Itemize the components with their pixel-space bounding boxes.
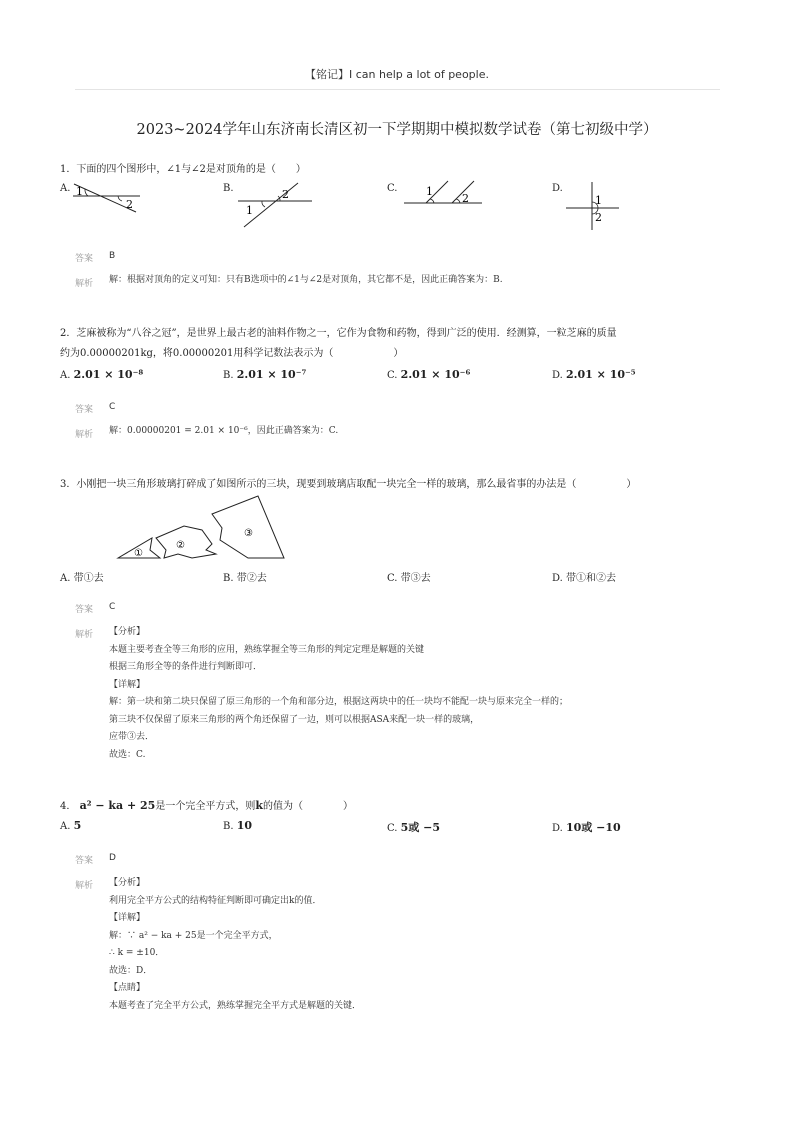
q1-answer-label: 答案 (75, 254, 94, 264)
q1-option-d-label: D. (552, 183, 563, 194)
q4-analysis-line: 利用完全平方公式的结构特征判断即可确定出k的值． (109, 895, 322, 906)
q2-option-c-value: 2.01 × 10⁻⁶ (400, 368, 471, 381)
q3-answer-label: 答案 (75, 605, 94, 615)
q3-option-c: C. 带③去 (387, 573, 431, 584)
q1-figure-a (70, 182, 150, 218)
q3-piece-3 (212, 496, 284, 558)
q1d-label-2: 2 (595, 211, 602, 224)
q3-analysis-label: 解析 (75, 630, 94, 640)
q4-analysis-label: 解析 (75, 881, 94, 891)
header-divider (75, 89, 720, 90)
q2-option-b-value: 2.01 × 10⁻⁷ (236, 368, 307, 381)
q3-option-d: D. 带①和②去 (552, 573, 617, 584)
q3-option-b: B. 带②去 (223, 573, 267, 584)
q1c-label-2: 2 (462, 192, 469, 205)
q2-option-d (552, 368, 636, 381)
q4-option-d (552, 819, 621, 835)
q1-figure-b (236, 182, 316, 230)
q4-stem-end: 的值为（ ） (262, 801, 353, 812)
q4-stem-k: k (255, 799, 263, 812)
q4-number: 4． (60, 801, 77, 812)
q1a-angle-2-arc (118, 196, 122, 201)
q4-option-c-label: C. (387, 823, 398, 834)
q3-analysis-line: 【分析】 (109, 627, 146, 637)
q4-analysis-line: 解：∵ a² − ka + 25是一个完全平方式， (109, 930, 278, 941)
q4-answer-label: 答案 (75, 856, 94, 866)
q3-analysis-block (109, 624, 568, 764)
q1c-label-1: 1 (426, 185, 433, 198)
page-title: 2023~2024学年山东济南长清区初一下学期期中模拟数学试卷（第七初级中学） (136, 122, 658, 138)
q1-stem: 1．下面的四个图形中，∠1与∠2是对顶角的是（ ） (60, 164, 306, 175)
q1a-label-2: 2 (126, 198, 133, 211)
q3-analysis-line: 【详解】 (109, 679, 146, 690)
q1b-label-1: 1 (246, 204, 253, 217)
q4-stem-expression: a² − ka + 25 (79, 799, 156, 812)
q3-piece-2 (156, 526, 216, 558)
q2-option-b-label: B. (223, 370, 234, 381)
q2-option-a-value: 2.01 × 10⁻⁸ (73, 368, 144, 381)
q4-option-a-value: 5 (73, 819, 82, 832)
q1-analysis-text: 解：根据对顶角的定义可知：只有B选项中的∠1与∠2是对顶角，其它都不是，因此正确答案为：B. (109, 275, 503, 285)
q1-figure-d (564, 180, 624, 232)
q1-option-c-label: C. (387, 183, 398, 194)
q3-analysis-line: 故选：C. (109, 749, 146, 760)
q2-analysis-text: 解：0.00000201 = 2.01 × 10⁻⁶，因此正确答案为：C. (109, 426, 339, 436)
q3-figure-glass-pieces (112, 494, 292, 564)
q2-answer-value: C (109, 402, 116, 412)
q3-stem: 3．小刚把一块三角形玻璃打碎成了如图所示的三块，现要到玻璃店取配一块完全一样的玻璃，那么最省事的办法是（ ） (60, 479, 637, 490)
q3-answer-value: C (109, 602, 116, 612)
q1-figure-c (402, 180, 484, 210)
q2-option-d-label: D. (552, 370, 563, 381)
q4-option-c-value: 5或 −5 (400, 821, 441, 834)
q4-option-b (223, 819, 252, 832)
q1c-angle-2-arc (456, 199, 460, 203)
q2-stem-line2: 约为0.00000201kg，将0.00000201用科学记数法表示为（ ） (60, 348, 404, 359)
q4-answer-value: D (109, 853, 116, 863)
q4-option-c (387, 819, 440, 835)
q4-analysis-line: 【点睛】 (109, 983, 146, 993)
q2-option-c (387, 368, 470, 381)
q4-analysis-line: 故选：D． (109, 965, 153, 976)
q3-analysis-line: 根据三角形全等的条件进行判断即可． (109, 662, 263, 672)
q3-analysis-line: 第三块不仅保留了原来三角形的两个角还保留了一边，则可以根据ASA来配一块一样的玻璃， (109, 714, 480, 725)
q3-piece-3-label: ③ (244, 528, 253, 539)
q2-answer-label: 答案 (75, 405, 94, 415)
q4-analysis-line: 本题考查了完全平方公式，熟练掌握完全平方式是解题的关键． (109, 1000, 362, 1011)
q1-answer-value: B (109, 251, 116, 261)
q4-option-d-label: D. (552, 823, 563, 834)
q4-option-b-label: B. (223, 821, 234, 832)
q4-option-a-label: A. (60, 821, 71, 832)
q4-analysis-line: 【详解】 (109, 913, 146, 923)
q4-analysis-line: ∴ k = ±10． (109, 948, 165, 958)
q1-option-a-label: A. (60, 183, 71, 194)
q1b-label-2: 2 (282, 188, 289, 201)
q1-analysis-label: 解析 (75, 279, 94, 289)
q2-analysis-label: 解析 (75, 430, 94, 440)
q3-piece-1-label: ① (134, 548, 143, 559)
q4-stem (60, 797, 353, 816)
q4-analysis-line: 【分析】 (109, 878, 146, 888)
q4-stem-text: 是一个完全平方式，则 (155, 801, 256, 812)
q2-option-d-value: 2.01 × 10⁻⁵ (566, 368, 636, 381)
q2-option-c-label: C. (387, 370, 398, 381)
q2-option-b (223, 368, 306, 381)
q3-analysis-line: 解：第一块和第二块只保留了原三角形的一个角和部分边，根据这两块中的任一块均不能配一块与原来完全一样的； (109, 697, 569, 707)
q3-analysis-line: 本题主要考查全等三角形的应用，熟练掌握全等三角形的判定定理是解题的关键 (109, 644, 425, 655)
q1b-angle-1-arc (262, 201, 265, 207)
q1-option-b-label: B. (223, 183, 234, 194)
q4-analysis-block (109, 875, 361, 1015)
q1c-angle-1-arc (430, 199, 434, 203)
q4-option-b-value: 10 (236, 819, 253, 832)
q3-option-a: A. 带①去 (60, 573, 104, 584)
q4-option-d-value: 10或 −10 (566, 821, 621, 834)
motto: 【铭记】I can help a lot of people. (305, 68, 489, 81)
q1d-label-1: 1 (595, 194, 602, 207)
q3-piece-2-label: ② (176, 540, 185, 551)
q2-option-a (60, 368, 143, 381)
q4-option-a (60, 819, 81, 832)
q2-stem-line1: 2．芝麻被称为“八谷之冠”，是世界上最古老的油料作物之一，它作为食物和药物，得到广泛的使用．经测算，一粒芝麻的质量 (60, 328, 617, 339)
q3-analysis-line: 应带③去． (109, 732, 155, 742)
q1a-label-1: 1 (76, 185, 83, 198)
q2-option-a-label: A. (60, 370, 71, 381)
